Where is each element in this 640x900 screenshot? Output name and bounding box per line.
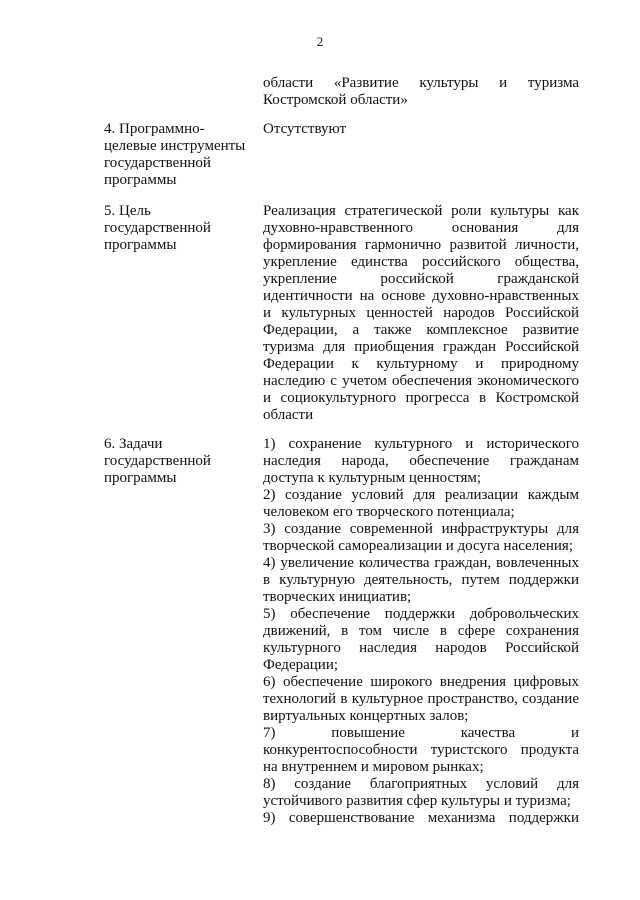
value-line: идентичности на основе духовно-нравственных bbox=[263, 288, 579, 304]
label-line: целевые инструменты bbox=[104, 138, 246, 154]
value-line: 2) создание условий для реализации каждым bbox=[263, 487, 579, 503]
label-line: государственной bbox=[104, 155, 211, 171]
value-line: Федерации; bbox=[263, 657, 339, 673]
label-line: программы bbox=[104, 237, 177, 253]
value-line: Реализация стратегической роли культуры как bbox=[263, 203, 579, 219]
value-line: Федерации к культурному и природному bbox=[263, 356, 579, 372]
label-line: 4. Программно- bbox=[104, 121, 205, 137]
value-line: и культурных ценностей народов Российской bbox=[263, 305, 579, 321]
value-line: духовно-нравственного основания для bbox=[263, 220, 579, 236]
value-line: Отсутствуют bbox=[263, 121, 347, 137]
value-line: движений, в том числе в сфере сохранения bbox=[263, 623, 579, 639]
value-line: устойчивого развития сфер культуры и туризма; bbox=[263, 793, 571, 809]
value-line: формирования гармонично развитой личности, bbox=[263, 237, 579, 253]
row-6-label bbox=[104, 436, 254, 487]
text-line: области «Развитие культуры и туризма bbox=[263, 75, 579, 91]
label-line: 6. Задачи bbox=[104, 436, 163, 452]
value-line: наследия народа, обеспечение гражданам bbox=[263, 453, 579, 469]
row-5-value bbox=[263, 203, 579, 424]
value-line: Федерации, а также комплексное развитие bbox=[263, 322, 579, 338]
value-line: 1) сохранение культурного и исторического bbox=[263, 436, 579, 452]
value-line: 9) совершенствование механизма поддержки bbox=[263, 810, 579, 826]
value-line: области bbox=[263, 407, 314, 423]
value-line: 7) повышение качества и bbox=[263, 725, 579, 741]
value-line: культурного наследия народов Российской bbox=[263, 640, 579, 656]
label-line: программы bbox=[104, 172, 177, 188]
value-line: 8) создание благоприятных условий для bbox=[263, 776, 579, 792]
value-line: конкурентоспособности туристского продукта bbox=[263, 742, 579, 758]
value-line: туризма для приобщения граждан Российской bbox=[263, 339, 579, 355]
value-line: творческой самореализации и досуга населения; bbox=[263, 538, 573, 554]
row-5-label bbox=[104, 203, 254, 254]
value-line: 4) увеличение количества граждан, вовлеченных bbox=[263, 555, 579, 571]
value-line: укрепление российской гражданской bbox=[263, 271, 579, 287]
value-line: укрепление единства российского общества, bbox=[263, 254, 579, 270]
value-line: наследию с учетом обеспечения экономического bbox=[263, 373, 579, 389]
row-4-label bbox=[104, 121, 254, 189]
label-line: государственной bbox=[104, 220, 211, 236]
value-line: виртуальных концертных залов; bbox=[263, 708, 469, 724]
row-4-value bbox=[263, 121, 579, 138]
continued-text bbox=[263, 75, 579, 109]
label-line: программы bbox=[104, 470, 177, 486]
label-line: 5. Цель bbox=[104, 203, 151, 219]
value-line: 6) обеспечение широкого внедрения цифровых bbox=[263, 674, 579, 690]
value-line: технологий в культурное пространство, создание bbox=[263, 691, 579, 707]
value-line: человеком его творческого потенциала; bbox=[263, 504, 515, 520]
value-line: 3) создание современной инфраструктуры для bbox=[263, 521, 579, 537]
value-line: творческих инициатив; bbox=[263, 589, 412, 605]
label-line: государственной bbox=[104, 453, 211, 469]
value-line: в культурную деятельность, путем поддержки bbox=[263, 572, 579, 588]
value-line: и социокультурного прогресса в Костромской bbox=[263, 390, 579, 406]
value-line: 5) обеспечение поддержки добровольческих bbox=[263, 606, 579, 622]
value-line: доступа к культурным ценностям; bbox=[263, 470, 482, 486]
text-line: Костромской области» bbox=[263, 92, 408, 108]
page-number: 2 bbox=[316, 34, 324, 49]
row-6-value bbox=[263, 436, 579, 827]
value-line: на внутреннем и мировом рынках; bbox=[263, 759, 484, 775]
